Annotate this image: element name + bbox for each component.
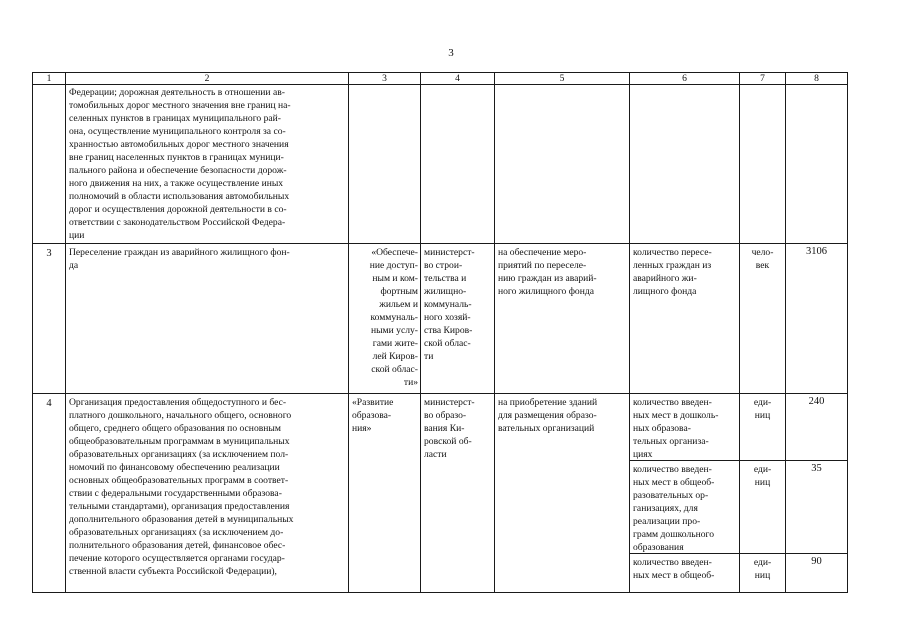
col-divider-2 [348, 72, 349, 593]
col-divider-5 [629, 72, 630, 593]
row3-col8: 3106 [806, 246, 827, 257]
row4-col4: министерст- во образо- вания Ки- ровской об- ласти [424, 397, 475, 460]
row4-sub1-col8: 240 [808, 396, 825, 407]
header-col-6: 6 [682, 73, 687, 84]
col-divider-4 [494, 72, 495, 593]
cont-row-col2: Федерации; дорожная деятельность в отношении ав- томобильных дорог местного значения вне границ на- селенных пунктов в границах муниципального рай- она, осуществление муниципального контроля за со- хранностью автомобильных дорог местного значения вне границ населенных пунктов в границах муници- пального района и обеспечение безопасности дорож- ного движения на них, а также осуществление иных полномочий в области использования автомобильных дорог и осуществления дорожной деятельности в со- ответствии с законодательством Российской Федера- ции [69, 87, 291, 241]
header-col-4: 4 [455, 73, 460, 84]
header-col-5: 5 [559, 73, 565, 84]
header-col-8: 8 [814, 73, 819, 84]
row3-col3: «Обеспече- ние доступ- ным и ком- фортным жильем и коммуналь- ными услу- гами жите- лей Киров- ской облас- ти» [369, 247, 418, 388]
row4-sub3-col8: 90 [811, 556, 822, 567]
header-col-3: 3 [382, 73, 387, 84]
header-col-2: 2 [204, 73, 210, 84]
row4-col5: на приобретение зданий для размещения образо- вательных организаций [498, 397, 598, 434]
row4-sub2-col7: еди- ниц [753, 464, 772, 488]
row4-number: 4 [46, 398, 52, 409]
row-divider-3 [32, 393, 848, 394]
col-divider-6 [739, 72, 740, 593]
row3-col4: министерст- во строи- тельства и жилищно- коммуналь- ного хозяй- ства Киров- ской облас- ти [424, 247, 475, 362]
row4-col2: Организация предоставления общедоступного и бес- платного дошкольного, начального общего, основного общего, среднего общего образования по основным общеобразовательным программам в муниципальных образовательных организациях (за исключением пол- номочий по финансовому обеспечению реализации основных общеобразовательных программ в соответ- ствии с федеральными государственными образова- тельными стандартами), организация предоставления дополнительного образования детей в муниципальных образовательных организациях (за исключением до- полнительного образования детей, финансовое обес- печение которого осуществляется органами государ- ственной власти субъекта Российской Федерации), [69, 397, 294, 577]
page-number: 3 [448, 47, 454, 59]
table-border-bottom [32, 592, 848, 593]
col-divider-3 [420, 72, 421, 593]
row3-col5: на обеспечение меро- приятий по переселе- нию граждан из аварий- ного жилищного фонда [498, 247, 597, 297]
header-col-7: 7 [760, 73, 765, 84]
row4-sub3-col6: количество введен- ных мест в общеоб- [633, 557, 715, 581]
table-border-left [32, 72, 33, 593]
row3-col2: Переселение граждан из аварийного жилищного фон- да [69, 247, 290, 271]
row4-sub3-col7: еди- ниц [753, 557, 772, 581]
row4-sub1-col7: еди- ниц [753, 397, 772, 421]
row3-col7: чело- век [751, 247, 774, 271]
row4-sub2-col8: 35 [811, 463, 822, 474]
row3-number: 3 [46, 248, 52, 259]
col-divider-7 [785, 72, 786, 593]
data-table [32, 72, 848, 593]
row-divider-cont [32, 243, 848, 244]
header-col-1: 1 [46, 73, 52, 84]
table-border-right [847, 72, 848, 593]
col-divider-1 [65, 72, 66, 593]
row3-col6: количество пересе- ленных граждан из аварийного жи- лищного фонда [633, 247, 712, 297]
row4-col3: «Развитие образова- ния» [352, 397, 394, 434]
row4-sub2-col6: количество введен- ных мест в общеоб- разовательных ор- ганизациях, для реализации про- грамм дошкольного образования [633, 464, 715, 553]
row4-sub1-col6: количество введен- ных мест в дошколь- ных образова- тельных организа- циях [633, 397, 719, 460]
